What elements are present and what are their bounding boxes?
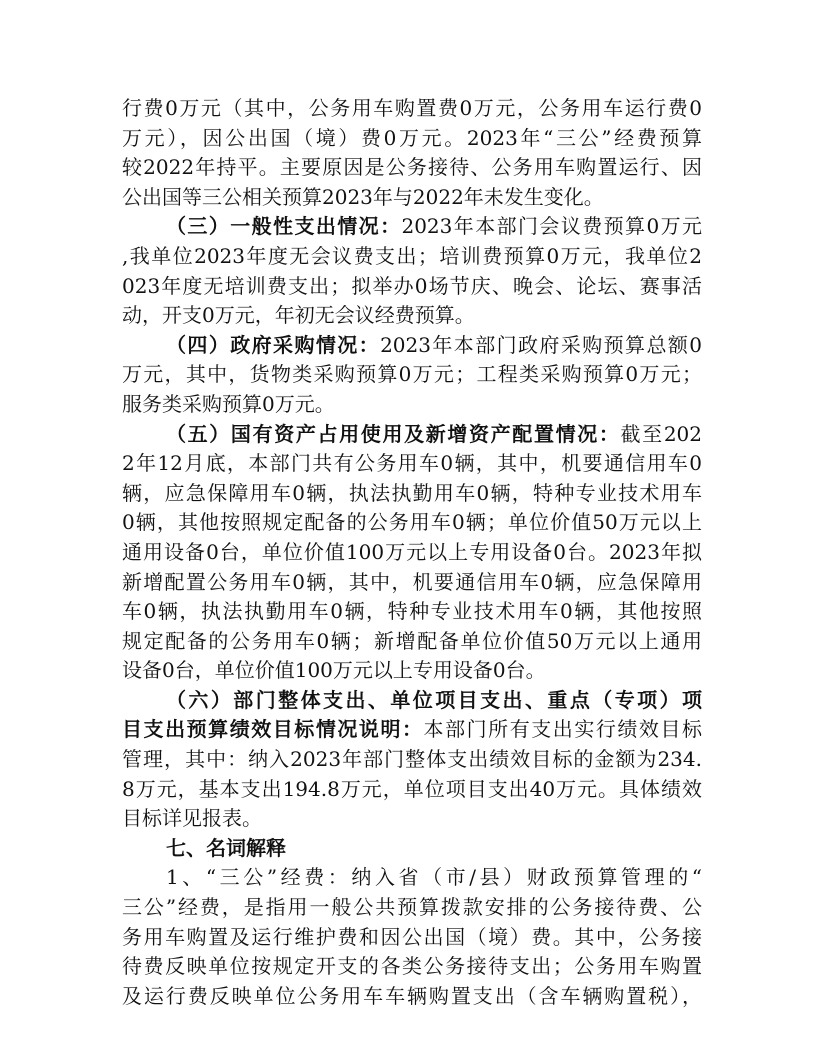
text-line: 动，开支0万元，年初无会议经费预算。 [122, 303, 475, 328]
text-line: 较2022年持平。主要原因是公务接待、公务用车购置运行、因 [122, 155, 702, 180]
text-fragment: 本部门所有支出实行绩效目标 [423, 717, 703, 742]
section-lead-label: （六）部门整体支出、单位项目支出、重点（专项）项 [166, 687, 702, 712]
text-line: 服务类采购预算0万元。 [122, 391, 335, 416]
section-lead-label: 目支出预算绩效目标情况说明： [122, 717, 424, 742]
text-line: 目标详见报表。 [122, 806, 262, 831]
paragraph-performance [122, 686, 702, 834]
text-line [122, 331, 702, 361]
section-heading: 七、名词解释 [166, 835, 286, 860]
text-line: 车0辆，执法执勤用车0辆，特种专业技术用车0辆，其他按照 [122, 599, 702, 624]
text-line: 务用车购置及运行维护费和因公出国（境）费。其中，公务接 [122, 924, 702, 949]
paragraph-definition-1 [122, 863, 702, 1011]
text-line: 万元），因公出国（境）费0万元。2023年“三公”经费预算 [122, 125, 702, 150]
text-line: 8万元，基本支出194.8万元，单位项目支出40万元。具体绩效 [122, 776, 702, 801]
text-line: 待费反映单位按规定开支的各类公务接待支出；公务用车购置 [122, 954, 702, 979]
text-line [122, 212, 702, 242]
text-fragment: 2023年本部门政府采购预算总额0 [380, 332, 702, 357]
text-line: 公出国等三公相关预算2023年与2022年未发生变化。 [122, 184, 604, 209]
section-lead-label: （五）国有资产占用使用及新增资产配置情况： [166, 421, 621, 446]
text-line: 万元，其中，货物类采购预算0万元；工程类采购预算0万元； [122, 362, 702, 387]
text-line: 新增配置公务用车0辆，其中，机要通信用车0辆，应急保障用 [122, 569, 702, 594]
text-fragment: 2023年本部门会议费预算0万元 [401, 214, 702, 239]
document-page [122, 94, 702, 1011]
text-line: 0辆，其他按照规定配备的公务用车0辆；单位价值50万元以上 [122, 510, 702, 535]
text-line [122, 715, 702, 745]
text-line: 设备0台，单位价值100万元以上专用设备0台。 [122, 658, 546, 683]
text-line: 2年12月底，本部门共有公务用车0辆，其中，机要通信用车0 [122, 451, 702, 476]
section-heading-seven [122, 834, 702, 864]
text-line: 辆，应急保障用车0辆，执法执勤用车0辆，特种专业技术用车 [122, 480, 702, 505]
paragraph-sangong-continuation [122, 94, 702, 212]
text-line [122, 420, 702, 450]
text-line: 1、“三公”经费：纳入省（市/县）财政预算管理的“ [166, 865, 702, 890]
paragraph-assets [122, 420, 702, 686]
text-line: 通用设备0台，单位价值100万元以上专用设备0台。2023年拟 [122, 539, 702, 564]
text-fragment: 截至202 [620, 421, 702, 446]
text-line: 及运行费反映单位公务用车车辆购置支出（含车辆购置税）， [122, 983, 702, 1008]
paragraph-procurement [122, 331, 702, 420]
text-line: 规定配备的公务用车0辆；新增配备单位价值50万元以上通用 [122, 628, 702, 653]
section-lead-label: （三）一般性支出情况： [166, 214, 402, 239]
paragraph-general-expense [122, 212, 702, 330]
text-line: 行费0万元（其中，公务用车购置费0万元，公务用车运行费0 [122, 96, 702, 120]
section-lead-label: （四）政府采购情况： [166, 332, 381, 357]
text-line: 023年度无培训费支出；拟举办0场节庆、晚会、论坛、赛事活 [122, 273, 702, 298]
text-line: 管理，其中：纳入2023年部门整体支出绩效目标的金额为234. [122, 747, 702, 772]
text-line: 三公”经费，是指用一般公共预算拨款安排的公务接待费、公 [122, 895, 702, 920]
text-line: ,我单位2023年度无会议费支出；培训费预算0万元，我单位2 [122, 243, 702, 268]
